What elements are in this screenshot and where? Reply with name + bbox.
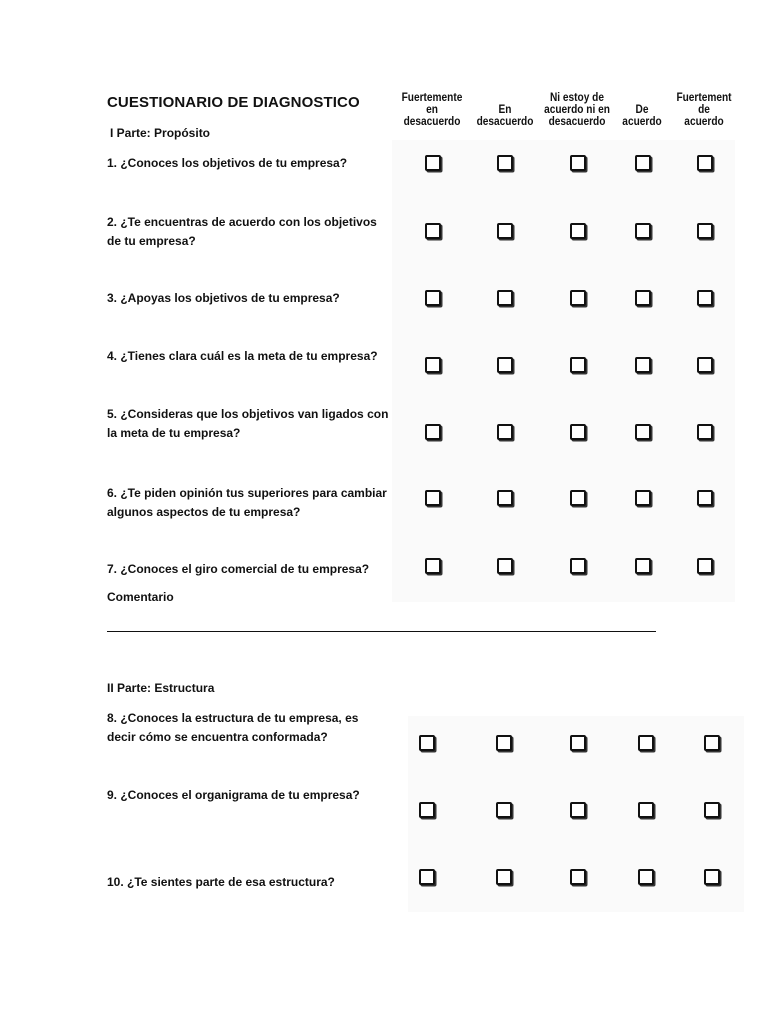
checkbox-q6-agree[interactable] [635, 490, 651, 506]
checkbox-q5-neutral[interactable] [570, 424, 586, 440]
checkbox-q7-strongly-agree[interactable] [697, 558, 713, 574]
checkbox-q7-agree[interactable] [635, 558, 651, 574]
checkbox-q9-neutral[interactable] [570, 802, 586, 818]
checkbox-q3-neutral[interactable] [570, 290, 586, 306]
checkbox-q1-strongly-agree[interactable] [697, 155, 713, 171]
checkbox-q2-strongly-disagree[interactable] [425, 223, 441, 239]
comment-line[interactable] [107, 631, 656, 632]
checkbox-q2-neutral[interactable] [570, 223, 586, 239]
checkbox-q1-agree[interactable] [635, 155, 651, 171]
question-7: 7. ¿Conoces el giro comercial de tu empresa? [107, 562, 370, 576]
checkbox-q1-neutral[interactable] [570, 155, 586, 171]
header-neutral: Ni estoy de acuerdo ni en desacuerdo [544, 92, 610, 128]
checkbox-q4-disagree[interactable] [497, 357, 513, 373]
checkbox-q6-neutral[interactable] [570, 490, 586, 506]
answer-panel-part1 [392, 140, 735, 602]
checkbox-q10-strongly-disagree[interactable] [419, 869, 435, 885]
question-2: 2. ¿Te encuentras de acuerdo con los objetivos de tu empresa? [107, 215, 377, 248]
question-9: 9. ¿Conoces el organigrama de tu empresa? [107, 788, 360, 802]
checkbox-q2-disagree[interactable] [497, 223, 513, 239]
checkbox-q10-agree[interactable] [638, 869, 654, 885]
header-strongly-agree: Fuertement de acuerdo [676, 92, 732, 128]
question-1: 1. ¿Conoces los objetivos de tu empresa? [107, 156, 348, 170]
checkbox-q10-neutral[interactable] [570, 869, 586, 885]
checkbox-q9-agree[interactable] [638, 802, 654, 818]
question-4: 4. ¿Tienes clara cuál es la meta de tu empresa? [107, 349, 378, 363]
checkbox-q8-agree[interactable] [638, 735, 654, 751]
checkbox-q2-agree[interactable] [635, 223, 651, 239]
checkbox-q7-neutral[interactable] [570, 558, 586, 574]
checkbox-q6-strongly-disagree[interactable] [425, 490, 441, 506]
part2-label: II Parte: Estructura [107, 681, 215, 695]
checkbox-q3-agree[interactable] [635, 290, 651, 306]
checkbox-q6-strongly-agree[interactable] [697, 490, 713, 506]
question-5: 5. ¿Consideras que los objetivos van ligados con la meta de tu empresa? [107, 407, 389, 440]
question-6: 6. ¿Te piden opinión tus superiores para cambiar algunos aspectos de tu empresa? [107, 486, 387, 519]
checkbox-q3-strongly-agree[interactable] [697, 290, 713, 306]
checkbox-q4-strongly-disagree[interactable] [425, 357, 441, 373]
checkbox-q5-agree[interactable] [635, 424, 651, 440]
checkbox-q4-agree[interactable] [635, 357, 651, 373]
checkbox-q10-strongly-agree[interactable] [704, 869, 720, 885]
checkbox-q1-strongly-disagree[interactable] [425, 155, 441, 171]
question-10: 10. ¿Te sientes parte de esa estructura? [107, 875, 335, 889]
header-agree: De acuerdo [622, 104, 662, 128]
checkbox-q9-strongly-disagree[interactable] [419, 802, 435, 818]
checkbox-q8-strongly-disagree[interactable] [419, 735, 435, 751]
checkbox-q2-strongly-agree[interactable] [697, 223, 713, 239]
checkbox-q8-strongly-agree[interactable] [704, 735, 720, 751]
checkbox-q5-strongly-agree[interactable] [697, 424, 713, 440]
checkbox-q4-neutral[interactable] [570, 357, 586, 373]
question-8: 8. ¿Conoces la estructura de tu empresa, es decir cómo se encuentra conformada? [107, 711, 359, 744]
question-3: 3. ¿Apoyas los objetivos de tu empresa? [107, 291, 340, 305]
checkbox-q7-strongly-disagree[interactable] [425, 558, 441, 574]
checkbox-q5-strongly-disagree[interactable] [425, 424, 441, 440]
checkbox-q9-strongly-agree[interactable] [704, 802, 720, 818]
checkbox-q6-disagree[interactable] [497, 490, 513, 506]
part1-label: I Parte: Propósito [110, 126, 211, 140]
header-strongly-disagree: Fuertemente en desacuerdo [401, 92, 463, 128]
checkbox-q7-disagree[interactable] [497, 558, 513, 574]
checkbox-q3-strongly-disagree[interactable] [425, 290, 441, 306]
checkbox-q10-disagree[interactable] [496, 869, 512, 885]
comment-label: Comentario [107, 590, 174, 604]
checkbox-q9-disagree[interactable] [496, 802, 512, 818]
checkbox-q3-disagree[interactable] [497, 290, 513, 306]
checkbox-q4-strongly-agree[interactable] [697, 357, 713, 373]
document-title: CUESTIONARIO DE DIAGNOSTICO [107, 94, 360, 111]
checkbox-q5-disagree[interactable] [497, 424, 513, 440]
checkbox-q8-neutral[interactable] [570, 735, 586, 751]
checkbox-q8-disagree[interactable] [496, 735, 512, 751]
checkbox-q1-disagree[interactable] [497, 155, 513, 171]
header-disagree: En desacuerdo [476, 104, 534, 128]
